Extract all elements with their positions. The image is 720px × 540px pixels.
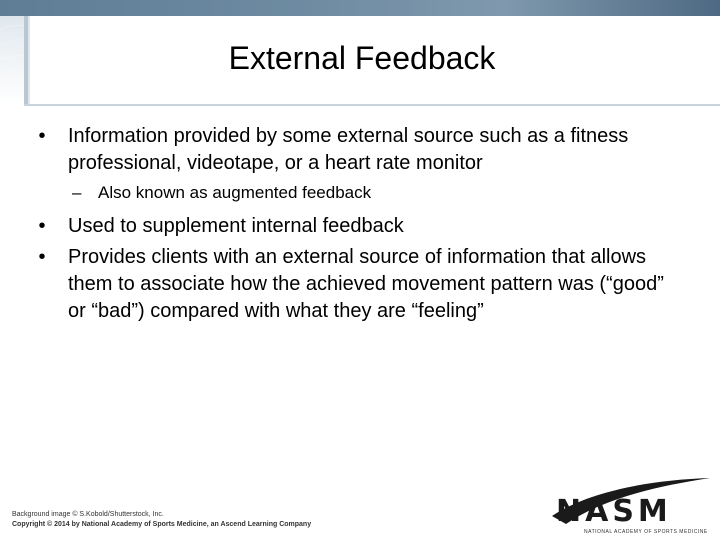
bullet-text: Provides clients with an external source of information that allows them to associate how the achieved movement pattern was (“good” or “bad”) compared with what they are “feeling” <box>68 246 664 322</box>
bullet-text: Information provided by some external source such as a fitness professional, videotape, or a heart rate monitor <box>68 125 629 174</box>
slide-header <box>0 0 720 106</box>
bullet-text: Used to supplement internal feedback <box>68 215 404 237</box>
bullet-marker: • <box>38 215 46 237</box>
sub-bullet-marker: – <box>72 183 82 202</box>
logo-tagline: NATIONAL ACADEMY OF SPORTS MEDICINE <box>584 529 708 535</box>
image-credit: Background image © S.Kobold/Shutterstock, Inc. <box>12 511 164 518</box>
bullet-marker: • <box>38 125 46 147</box>
sub-bullet-text: Also known as augmented feedback <box>98 183 372 202</box>
sub-bullet-item <box>32 181 672 205</box>
slide-footer <box>12 510 412 530</box>
bullet-item <box>32 244 672 325</box>
slide-title: External Feedback <box>228 40 496 76</box>
bullet-marker: • <box>38 246 46 268</box>
bullet-item <box>32 213 672 240</box>
bullet-item <box>32 123 672 177</box>
slide-body <box>32 123 672 329</box>
copyright-notice: Copyright © 2014 by National Academy of Sports Medicine, an Ascend Learning Company <box>12 521 312 528</box>
logo-wordmark: NASM <box>556 494 672 529</box>
title-divider <box>24 104 720 106</box>
